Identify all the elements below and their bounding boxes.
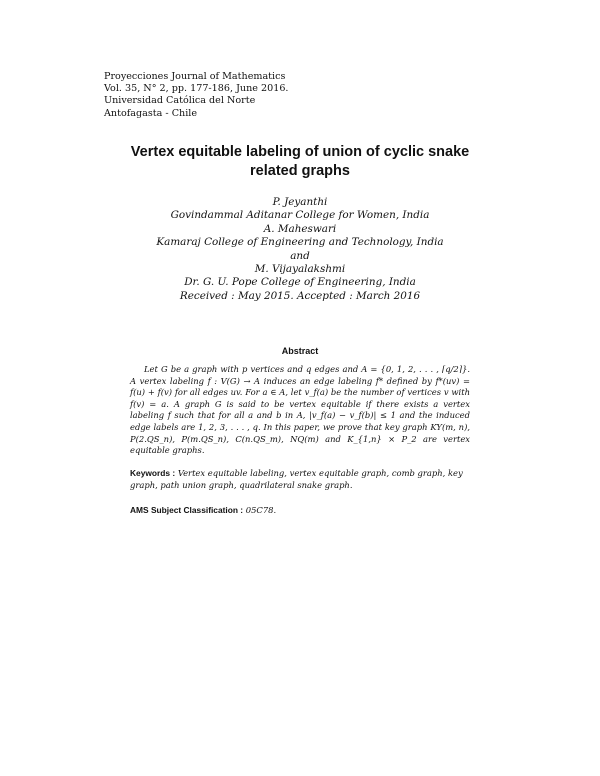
abstract-sentence-5: In this paper, we prove that key graph KY(m, n), P(2.QS_n), P(m.QS_n), C(n.QS_m), NQ(m) and K_{1,n} × P_2 are vertex equitable graphs. [130,421,471,456]
journal-name: Proyecciones Journal of Mathematics [104,71,286,82]
author-1: P. Jeyanthi [272,196,328,208]
title-line-2: related graphs [250,163,350,179]
journal-header [104,71,288,120]
received-dates: Received : May 2015. Accepted : March 2016 [179,289,421,302]
ams-classification [130,505,470,517]
abstract-body [130,364,470,457]
keywords-block [130,468,470,491]
author-conjunction: and [290,249,310,262]
journal-location: Antofagasta - Chile [104,107,198,119]
abstract-sentence-4: A graph G is said to be vertex equitable if there exists a vertex labeling f such that for all a and b in A, |v_f(a) − v_f(b)| ≤ 1 and the induced edge labels are 1, 2, 3, . . . , q. [130,398,470,432]
keywords-label: Keywords : [130,468,176,478]
journal-university: Universidad Católica del Norte [104,95,256,107]
abstract-heading: Abstract [281,346,319,356]
abstract-sentence-2: A vertex labeling f : V(G) → A induces an edge labeling f* defined by f*(uv) = f(u) + f(v) for all edges uv. [130,375,470,398]
affiliation-1: Govindammal Aditanar College for Women, India [170,209,430,222]
affiliation-2: Kamaraj College of Engineering and Technology, India [156,236,444,249]
author-3: M. Vijayalakshmi [254,263,346,276]
journal-volume: Vol. 35, N° 2, pp. 177-186, June 2016. [104,83,289,95]
author-block [60,196,540,303]
title-line-1: Vertex equitable labeling of union of cyclic snake [130,144,470,160]
abstract-sentence-3: For a ∈ A, let v_f(a) be the number of vertices v with f(v) = a. [130,387,470,409]
ams-label: AMS Subject Classification : [130,505,244,515]
abstract-sentence-1: Let G be a graph with p vertices and q edges and A = {0, 1, 2, . . . , ⌈q/2⌉}. [144,364,470,374]
paper-title [60,143,540,181]
keywords-text: Vertex equitable labeling, vertex equitable graph, comb graph, key graph, path union graph, quadrilateral snake graph. [130,468,463,490]
ams-value: 05C78. [245,505,277,515]
author-2: A. Maheswari [263,222,337,235]
affiliation-3: Dr. G. U. Pope College of Engineering, India [184,276,416,289]
